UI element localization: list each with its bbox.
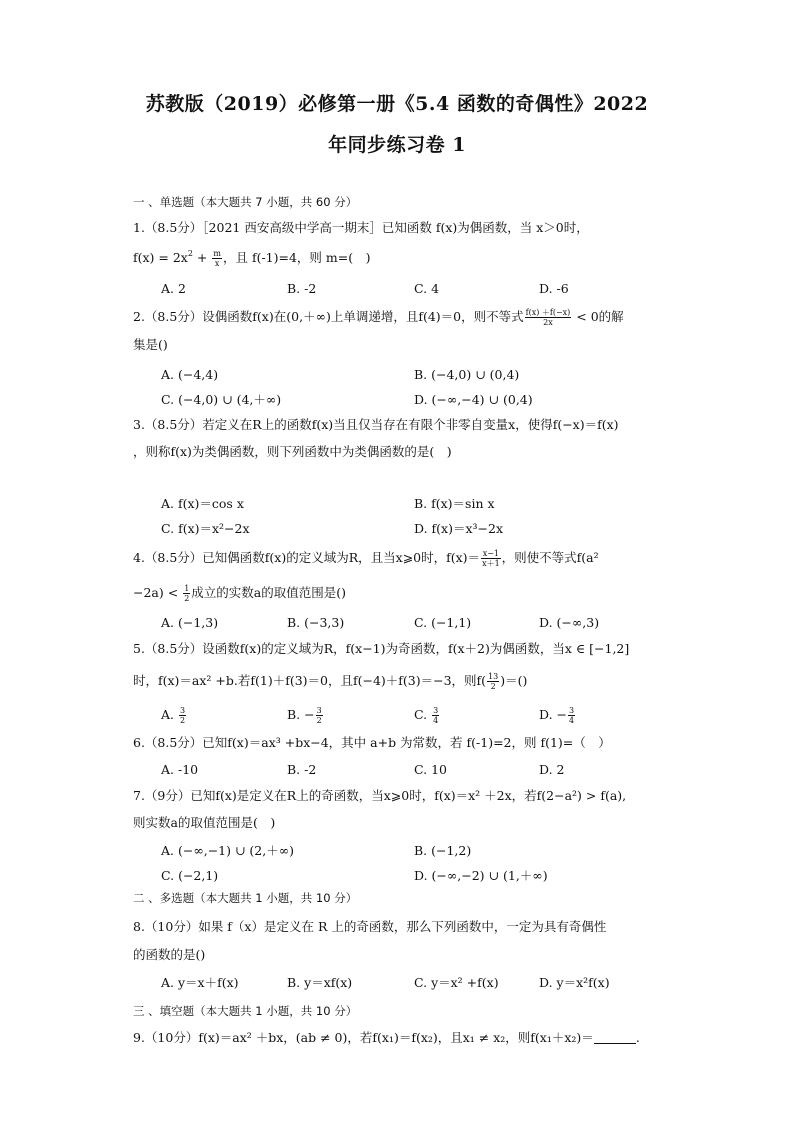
q5-stem-a: 时，f(x)＝ax² +b.若f(1)＋f(3)＝0，且f(−4)＋f(3)＝−3，则f( (133, 673, 487, 688)
q1-option-a[interactable]: A. 2 (161, 281, 186, 296)
q5-c-den: 4 (433, 716, 439, 725)
q7-option-a[interactable]: A. (−∞,−1) ∪ (2,＋∞) (161, 843, 295, 858)
q1-formula: f(x) = 2x (133, 250, 188, 265)
q5-b-den: 2 (316, 716, 322, 725)
page-title-line1: 苏教版（2019）必修第一册《5.4 函数的奇偶性》2022 (145, 93, 649, 115)
q4-option-a[interactable]: A. (−1,3) (161, 615, 219, 630)
q7-option-b[interactable]: B. (−1,2) (414, 843, 472, 858)
q6-option-d[interactable]: D. 2 (539, 762, 565, 777)
q5-frac-den: 2 (490, 682, 496, 691)
q6-option-b[interactable]: B. -2 (287, 762, 317, 777)
q4-half-den: 2 (184, 594, 190, 603)
q4-frac-num: x−1 (482, 549, 500, 558)
q4-fraction (481, 549, 501, 568)
q2-option-a[interactable]: A. (−4,4) (161, 367, 219, 382)
q9-period: . (635, 1030, 640, 1045)
q4-stem-d: 成立的实数a的取值范围是() (191, 585, 346, 600)
q1-option-d[interactable]: D. -6 (539, 281, 569, 296)
q2-option-c[interactable]: C. (−4,0) ∪ (4,＋∞) (161, 392, 282, 407)
q8-option-a[interactable]: A. y＝x＋f(x) (161, 975, 239, 990)
q1-frac-den: x (214, 259, 220, 268)
q6-option-a[interactable]: A. -10 (161, 762, 199, 777)
question-5-stem-line2 (133, 672, 527, 691)
q5-option-d[interactable] (539, 706, 576, 725)
q2-fraction (525, 308, 572, 327)
q4-stem-a: 4.（8.5分）已知偶函数f(x)的定义域为R，且当x⩾0时，f(x)＝ (133, 550, 481, 565)
question-5-stem-line1: 5.（8.5分）设函数f(x)的定义域为R，f(x−1)为奇函数，f(x＋2)为偶函数，当x ∈ [−1,2] (133, 641, 630, 656)
q4-half-fraction (183, 584, 190, 603)
q7-option-d[interactable]: D. (−∞,−2) ∪ (1,＋∞) (414, 868, 548, 883)
q3-option-a[interactable]: A. f(x)＝cos x (161, 496, 244, 511)
section-heading-single-choice: 一 、单选题（本大题共 7 小题，共 60 分） (133, 195, 358, 209)
q1-option-c[interactable]: C. 4 (414, 281, 440, 296)
q5-d-label: D. − (539, 707, 567, 722)
question-4-stem-line1 (133, 549, 599, 568)
q4-option-d[interactable]: D. (−∞,3) (539, 615, 600, 630)
question-7-stem-line1: 7.（9分）已知f(x)是定义在R上的奇函数，当x⩾0时，f(x)＝x² ＋2x，若f(2−a²) > f(a), (133, 788, 627, 803)
q7-option-c[interactable]: C. (−2,1) (161, 868, 219, 883)
q2-frac-den: 2x (543, 318, 553, 327)
section-heading-fill-in: 三 、填空题（本大题共 1 小题，共 10 分） (133, 1004, 358, 1018)
question-6-stem: 6.（8.5分）已知f(x)＝ax³ +bx−4，其中 a+b 为常数，若 f(-1)=2，则 f(1)=（ ） (133, 735, 611, 750)
question-1-stem-line2: $f(x) = 2x^2$ + $\frac{m}{x}$ ，且 f(-1)=4，则 m=( ) (133, 249, 371, 268)
q8-option-c[interactable]: C. y＝x² +f(x) (414, 975, 499, 990)
q5-c-num: 3 (433, 706, 439, 715)
q3-option-b[interactable]: B. f(x)＝sin x (414, 496, 495, 511)
q4-stem-b: ，则使不等式f(a² (501, 550, 599, 565)
q3-option-d[interactable]: D. f(x)＝x³−2x (414, 521, 503, 536)
question-8-stem-line1: 8.（10分）如果 f（x）是定义在 R 上的奇函数，那么下列函数中，一定为具有奇偶性 (133, 919, 607, 934)
question-3-stem-line1: 3.（8.5分）若定义在R上的函数f(x)当且仅当存在有限个非零自变量x，使得f(−x)＝f(x) (133, 417, 619, 432)
page-title-line2: 年同步练习卷 1 (328, 134, 466, 156)
q5-b-num: 3 (316, 706, 322, 715)
q5-option-a[interactable] (161, 706, 187, 725)
q5-b-fraction (316, 706, 323, 725)
q2-stem-a: 2.（8.5分）设偶函数f(x)在(0,＋∞)上单调递增，且f(4)＝0，则不等式 (133, 309, 524, 324)
q1-fraction (212, 249, 222, 268)
question-7-stem-line2: 则实数a的取值范围是( ) (133, 815, 276, 830)
q5-c-label: C. (414, 707, 432, 722)
question-3-stem-line2: ，则称f(x)为类偶函数，则下列函数中为类偶函数的是( ) (133, 444, 452, 459)
q2-frac-num: f(x) ＋f(−x) (525, 308, 571, 317)
q5-frac-num: 13 (488, 672, 499, 681)
q9-stem-text: 9.（10分）f(x)＝ax² ＋bx，(ab ≠ 0)，若f(x₁)＝f(x₂)，且x₁ ≠ x₂，则f(x₁＋x₂)＝ (133, 1030, 594, 1045)
q8-option-b[interactable]: B. y＝xf(x) (287, 975, 353, 990)
q5-fraction (487, 672, 499, 691)
q4-frac-den: x＋1 (482, 559, 500, 568)
question-8-stem-line2: 的函数的是() (133, 947, 206, 962)
q3-option-c[interactable]: C. f(x)＝x²−2x (161, 521, 250, 536)
q5-d-num: 3 (569, 706, 575, 715)
question-4-stem-line2 (133, 584, 346, 603)
q4-stem-c: −2a) < (133, 585, 183, 600)
q6-option-c[interactable]: C. 10 (414, 762, 447, 777)
q5-b-label: B. − (287, 707, 315, 722)
q2-option-b[interactable]: B. (−4,0) ∪ (0,4) (414, 367, 520, 382)
q5-option-c[interactable] (414, 706, 440, 725)
q1-frac-num: m (213, 249, 221, 258)
question-9-stem (133, 1029, 640, 1047)
q4-option-b[interactable]: B. (−3,3) (287, 615, 345, 630)
question-2-stem-line1 (133, 308, 624, 327)
q1-tail: ，且 f(-1)=4，则 m=( ) (222, 250, 371, 265)
q5-a-den: 2 (179, 716, 186, 725)
q5-c-fraction (432, 706, 439, 725)
q5-d-den: 4 (569, 716, 575, 725)
q8-option-d[interactable]: D. y＝x²f(x) (539, 975, 610, 990)
q5-stem-b: )＝() (500, 673, 528, 688)
section-heading-multi-choice: 二 、多选题（本大题共 1 小题，共 10 分） (133, 891, 358, 905)
q2-option-d[interactable]: D. (−∞,−4) ∪ (0,4) (414, 392, 533, 407)
q1-plus: + (192, 250, 212, 265)
q2-stem-b: < 0的解 (572, 309, 624, 324)
q9-answer-blank[interactable] (594, 1031, 636, 1044)
q5-d-fraction (568, 706, 575, 725)
q5-option-b[interactable] (287, 706, 324, 725)
question-1-stem-line1: 1.（8.5分）［2021 西安高级中学高一期末］已知函数 f(x)为偶函数，当 x＞0时， (133, 220, 589, 235)
q1-option-b[interactable]: B. -2 (287, 281, 317, 296)
q4-option-c[interactable]: C. (−1,1) (414, 615, 472, 630)
question-2-stem-line2: 集是() (133, 337, 168, 352)
q5-a-fraction (179, 706, 186, 725)
q5-a-num: 3 (179, 706, 186, 715)
q4-half-num: 1 (184, 584, 190, 593)
q5-a-label: A. (161, 707, 178, 722)
